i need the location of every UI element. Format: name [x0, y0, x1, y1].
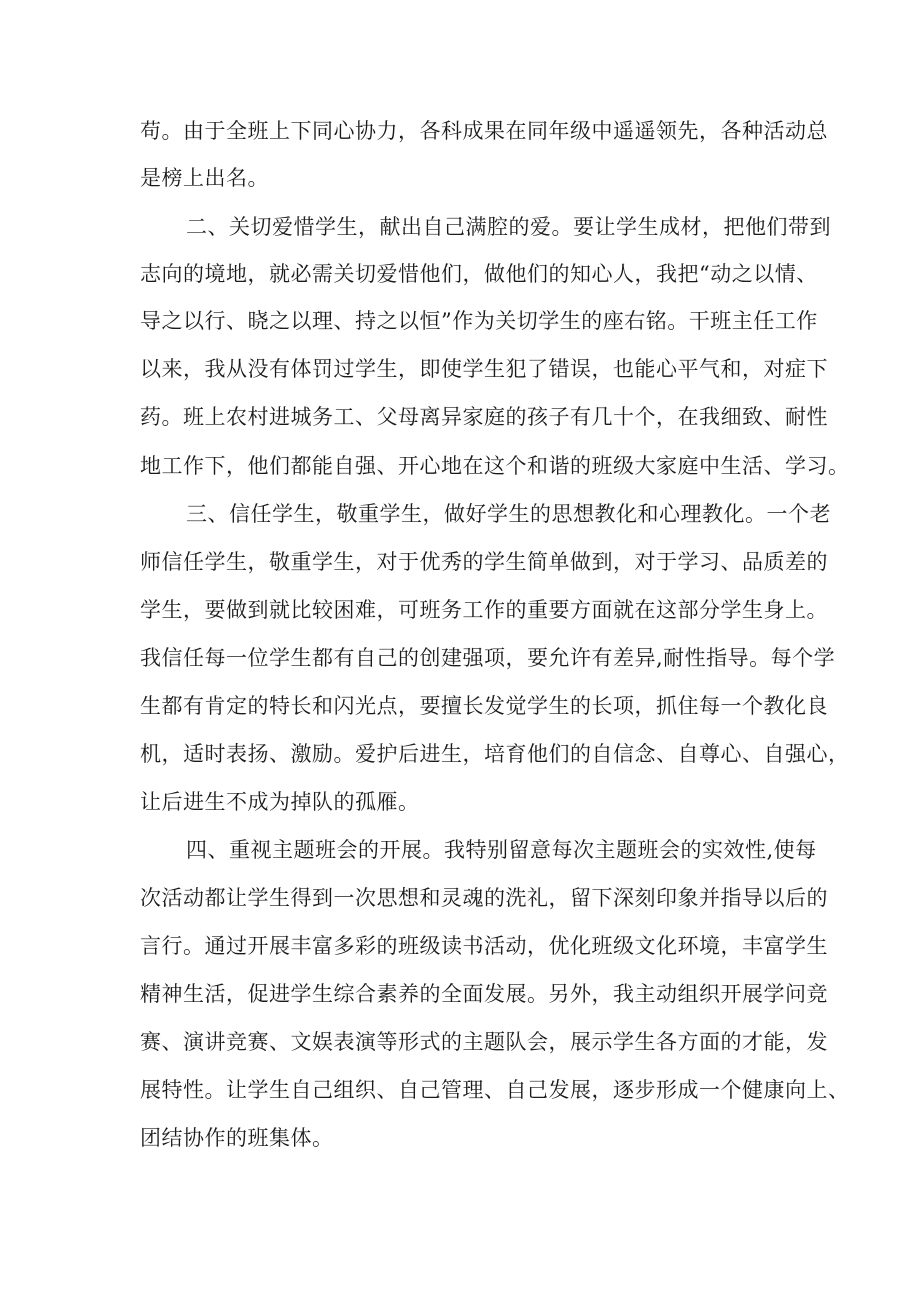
text-line: 团结协作的班集体。 — [140, 1126, 334, 1150]
text-line: 志向的境地，就必需关切爱惜他们，做他们的知心人，我把“动之以情、 — [140, 262, 818, 286]
paragraph-4-start: 四、重视主题班会的开展。我特别留意每次主题班会的实效性,使每 — [186, 838, 817, 862]
paragraph-2-start: 二、关切爱惜学生，献出自己满腔的爱。要让学生成材，把他们带到 — [186, 215, 831, 239]
text-line: 学生，要做到就比较困难，可班务工作的重要方面就在这部分学生身上。 — [140, 598, 828, 622]
text-line: 师信任学生，敬重学生，对于优秀的学生简单做到，对于学习、品质差的 — [140, 550, 828, 574]
text-line: 药。班上农村进城务工、父母离异家庭的孩子有几十个，在我细致、耐性 — [140, 405, 828, 429]
text-line: 机，适时表扬、激励。爱护后进生，培育他们的自信念、自尊心、自强心， — [140, 742, 850, 766]
text-line: 以来，我从没有体罚过学生，即使学生犯了错误，也能心平气和，对症下 — [140, 357, 828, 381]
text-line: 生都有肯定的特长和闪光点，要擅长发觉学生的长项，抓住每一个教化良 — [140, 694, 828, 718]
text-line: 次活动都让学生得到一次思想和灵魂的洗礼，留下深刻印象并指导以后的 — [140, 886, 828, 910]
text-line: 苟。由于全班上下同心协力，各科成果在同年级中遥遥领先，各种活动总 — [140, 119, 828, 143]
text-line: 精神生活，促进学生综合素养的全面发展。另外，我主动组织开展学问竞 — [140, 982, 828, 1006]
text-line: 赛、演讲竞赛、文娱表演等形式的主题队会，展示学生各方面的才能，发 — [140, 1030, 828, 1054]
text-line: 导之以行、晓之以理、持之以恒”作为关切学生的座右铭。干班主任工作 — [140, 309, 818, 333]
paragraph-3-start: 三、信任学生，敬重学生，做好学生的思想教化和心理教化。一个老 — [186, 502, 831, 526]
text-line: 地工作下，他们都能自强、开心地在这个和谐的班级大家庭中生活、学习。 — [140, 454, 850, 478]
text-line: 我信任每一位学生都有自己的创建强项，要允许有差异,耐性指导。每个学 — [140, 646, 836, 670]
text-line: 展特性。让学生自己组织、自己管理、自己发展，逐步形成一个健康向上、 — [140, 1078, 850, 1102]
text-line: 是榜上出名。 — [140, 166, 269, 190]
text-line: 言行。通过开展丰富多彩的班级读书活动，优化班级文化环境，丰富学生 — [140, 934, 828, 958]
text-line: 让后进生不成为掉队的孤雁。 — [140, 790, 420, 814]
